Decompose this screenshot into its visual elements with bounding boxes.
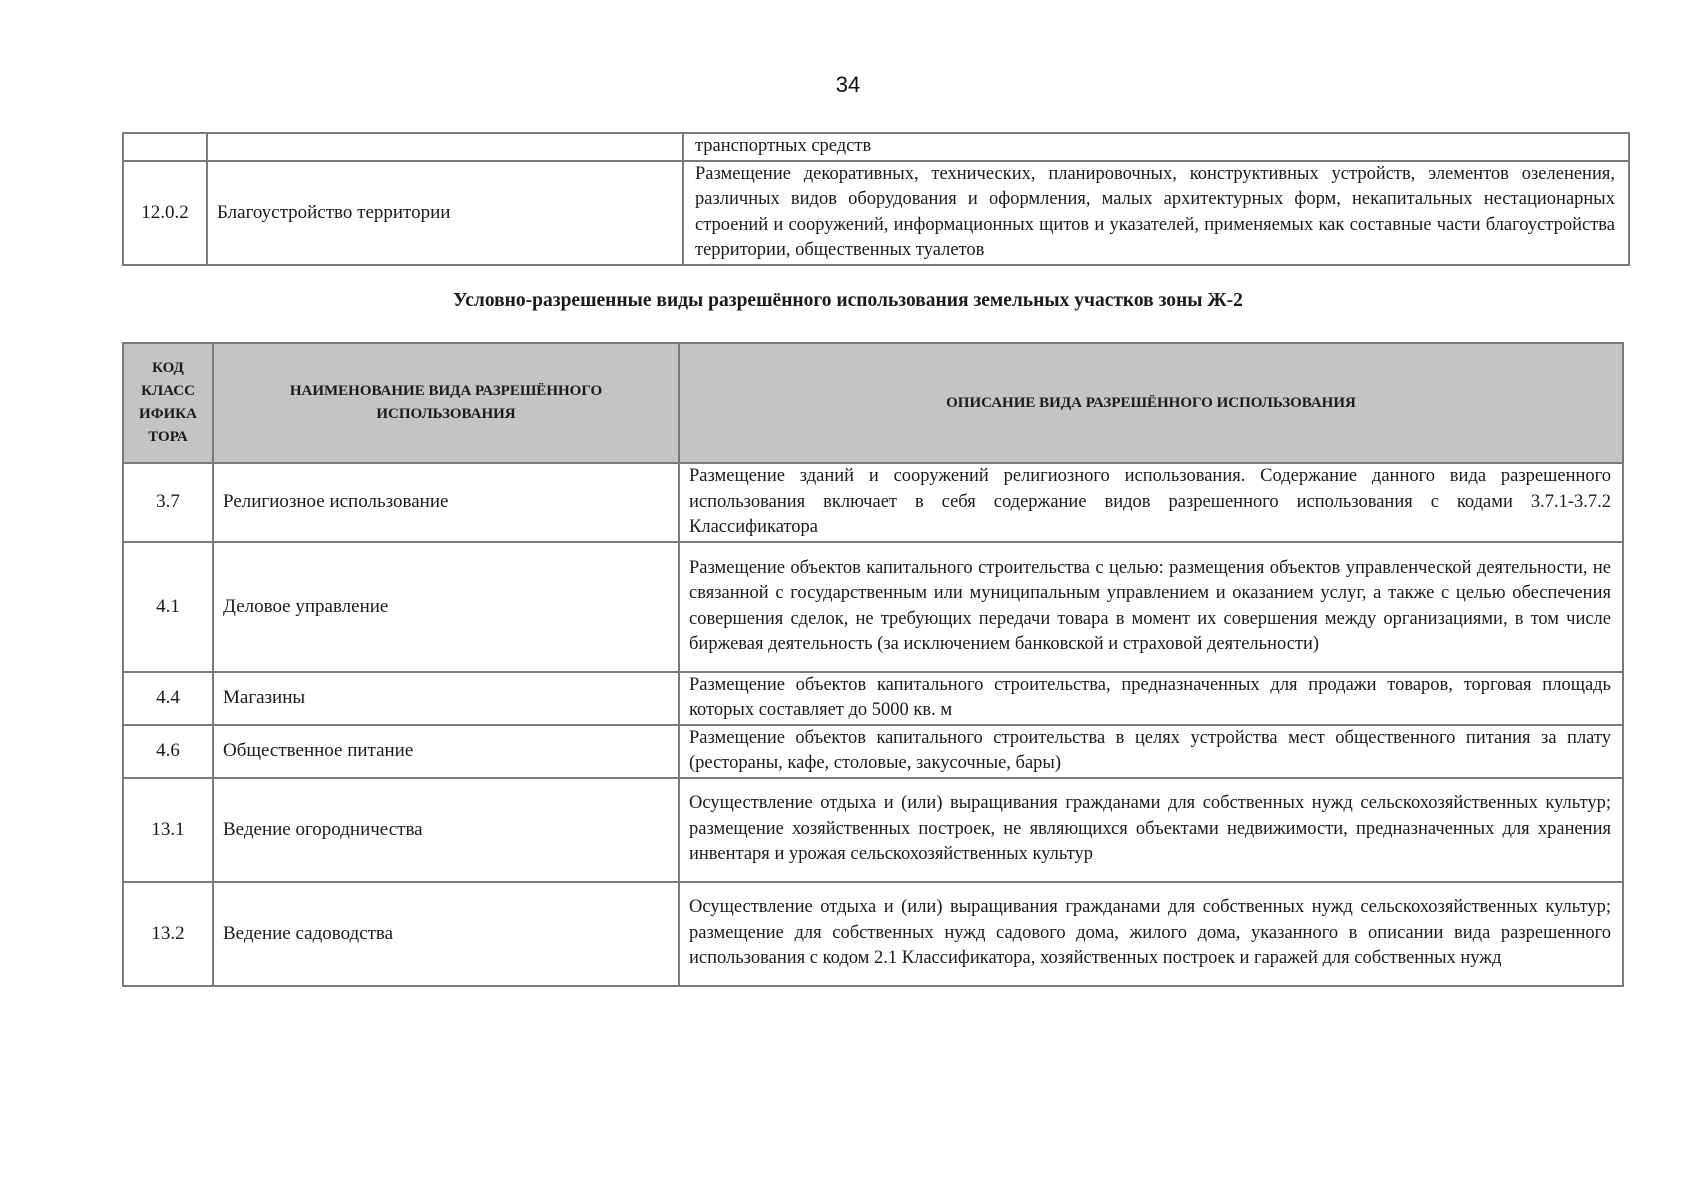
name-cell: Благоустройство территории: [207, 161, 683, 265]
header-row: [123, 343, 1623, 463]
description-cell: Размещение зданий и сооружений религиозного использования. Содержание данного вида разрешенного использования включает в себя содержание видов разрешенного использования с кодами 3.7.1-3.7.2 Классификатора: [679, 463, 1623, 542]
code-cell: 4.1: [123, 542, 213, 672]
name-cell: Общественное питание: [213, 725, 679, 778]
table-row: [123, 725, 1623, 778]
code-cell: 13.2: [123, 882, 213, 986]
header-description: ОПИСАНИЕ ВИДА РАЗРЕШЁННОГО ИСПОЛЬЗОВАНИЯ: [679, 343, 1623, 463]
name-cell: Деловое управление: [213, 542, 679, 672]
code-cell: 3.7: [123, 463, 213, 542]
description-cell: Осуществление отдыха и (или) выращивания гражданами для собственных нужд сельскохозяйственных культур; размещение хозяйственных построек, не являющихся объектами недвижимости, предназначенных для хранения инвентаря и урожая сельскохозяйственных культур: [679, 778, 1623, 882]
conditional-uses-table: [122, 342, 1624, 987]
header-name: НАИМЕНОВАНИЕ ВИДА РАЗРЕШЁННОГО ИСПОЛЬЗОВАНИЯ: [213, 343, 679, 463]
table-row: [123, 133, 1629, 161]
table-row: [123, 672, 1623, 725]
name-cell: Ведение садоводства: [213, 882, 679, 986]
code-cell: 13.1: [123, 778, 213, 882]
table-row: [123, 161, 1629, 265]
description-cell: Осуществление отдыха и (или) выращивания гражданами для собственных нужд сельскохозяйственных культур; размещение для собственных нужд садового дома, жилого дома, указанного в описании вида разрешенного использования с кодом 2.1 Классификатора, хозяйственных построек и гаражей для собственных нужд: [679, 882, 1623, 986]
code-cell: [123, 133, 207, 161]
code-cell: 4.4: [123, 672, 213, 725]
name-cell: Ведение огородничества: [213, 778, 679, 882]
page-number: 34: [835, 72, 861, 97]
table-row: [123, 542, 1623, 672]
table-row: [123, 463, 1623, 542]
description-cell: Размещение объектов капитального строительства, предназначенных для продажи товаров, торговая площадь которых составляет до 5000 кв. м: [679, 672, 1623, 725]
continuation-table: [122, 132, 1630, 266]
section-heading: Условно-разрешенные виды разрешённого использования земельных участков зоны Ж-2: [453, 290, 1243, 311]
name-cell: Религиозное использование: [213, 463, 679, 542]
code-cell: 4.6: [123, 725, 213, 778]
description-cell: Размещение объектов капитального строительства с целью: размещения объектов управленческой деятельности, не связанной с государственным или муниципальным управлением и оказанием услуг, а также с целью обеспечения совершения сделок, не требующих передачи товара в момент их совершения между организациями, в том числе биржевая деятельность (за исключением банковской и страховой деятельности): [679, 542, 1623, 672]
name-cell: Магазины: [213, 672, 679, 725]
description-cell: Размещение объектов капитального строительства в целях устройства мест общественного питания за плату (рестораны, кафе, столовые, закусочные, бары): [679, 725, 1623, 778]
description-cell: транспортных средств: [683, 133, 1629, 161]
description-cell: Размещение декоративных, технических, планировочных, конструктивных устройств, элементов озеленения, различных видов оборудования и оформления, малых архитектурных форм, некапитальных нестационарных строений и сооружений, информационных щитов и указателей, применяемых как составные части благоустройства территории, общественных туалетов: [683, 161, 1629, 265]
header-code: КОД КЛАСС ИФИКА ТОРА: [123, 343, 213, 463]
code-cell: 12.0.2: [123, 161, 207, 265]
table-row: [123, 778, 1623, 882]
table-row: [123, 882, 1623, 986]
name-cell: [207, 133, 683, 161]
